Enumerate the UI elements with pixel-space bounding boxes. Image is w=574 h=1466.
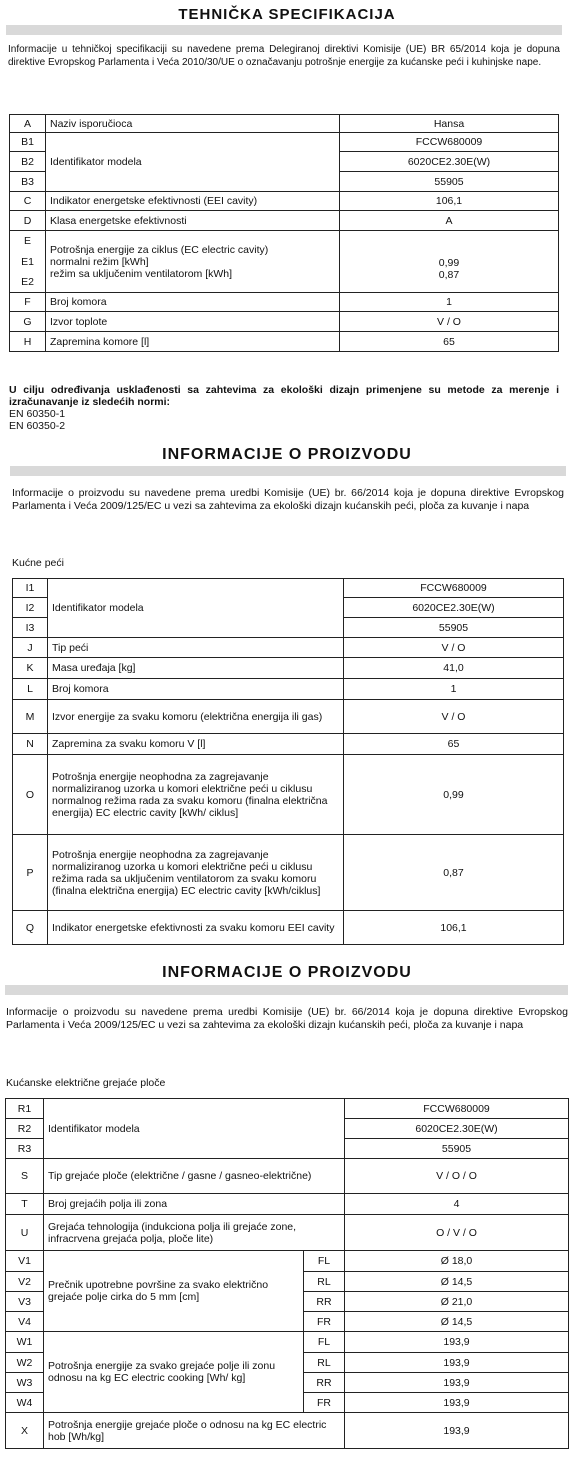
row-value: 6020CE2.30E(W): [344, 598, 564, 618]
row-code: W3: [6, 1373, 44, 1393]
row-value: 6020CE2.30E(W): [340, 152, 559, 172]
norms-text: U cilju određivanja usklađenosti sa zahtevima za ekološki dizajn primenjene su metode za merenje i izračunavanje iz sledećih normi:: [9, 384, 559, 408]
row-code: B2: [10, 152, 46, 172]
section2-title: INFORMACIJE O PROIZVODU: [162, 446, 412, 463]
row-code: R2: [6, 1119, 44, 1139]
row-label: Naziv isporučioca: [46, 115, 340, 133]
hobs-table: [5, 1098, 569, 1449]
row-value: 193,9: [345, 1353, 569, 1373]
row-label: Zapremina komore [l]: [46, 332, 340, 352]
row-label: Prečnik upotrebne površine za svako električno grejaće polje cirka do 5 mm [cm]: [44, 1251, 304, 1332]
row-value-line: 0,99: [438, 256, 460, 269]
zone-position: RL: [304, 1272, 345, 1292]
row-code: P: [13, 835, 48, 911]
row-code: I2: [13, 598, 48, 618]
row-code: O: [13, 755, 48, 835]
row-value: 55905: [345, 1139, 569, 1159]
row-value: [340, 231, 559, 293]
row-code: D: [10, 211, 46, 231]
row-value: 0,99: [344, 755, 564, 835]
row-code: V4: [6, 1312, 44, 1332]
row-code: I1: [13, 579, 48, 598]
row-value: Ø 18,0: [345, 1251, 569, 1272]
zone-position: FR: [304, 1312, 345, 1332]
row-label: Indikator energetske efektivnosti za svaku komoru EEI cavity: [48, 911, 344, 945]
row-value: 1: [344, 679, 564, 700]
row-value: FCCW680009: [344, 579, 564, 598]
row-code: W1: [6, 1332, 44, 1353]
row-value: Ø 21,0: [345, 1292, 569, 1312]
row-label: Potrošnja energije za svako grejaće polje ili zonu odnosu na kg EC electric cooking [Wh/ kg]: [44, 1332, 304, 1413]
row-value: 193,9: [345, 1332, 569, 1353]
row-code: F: [10, 293, 46, 312]
row-code: W4: [6, 1393, 44, 1413]
zone-position: RL: [304, 1353, 345, 1373]
row-value: 65: [344, 734, 564, 755]
row-value: 193,9: [345, 1393, 569, 1413]
row-code: J: [13, 638, 48, 658]
row-label: [46, 231, 340, 293]
row-code: L: [13, 679, 48, 700]
row-value: 1: [340, 293, 559, 312]
row-label: Potrošnja energije neophodna za zagrejavanje normaliziranog uzorka u komori električne peći u ciklusu režima rada sa uključenim ventilatorom za svaku komoru (finalna električna energija) EC electric cavity [kWh/ciklus]: [48, 835, 344, 911]
row-label: Potrošnja energije neophodna za zagrejavanje normaliziranog uzorka u komori električne peći u ciklusu normalnog režima rada za svaku komoru (finalna električna energija) EC electric cavity [kWh/ ciklus]: [48, 755, 344, 835]
row-label: Identifikator modela: [44, 1099, 345, 1159]
row-code: U: [6, 1215, 44, 1251]
section3-title: INFORMACIJE O PROIZVODU: [162, 964, 412, 981]
zone-position: RR: [304, 1373, 345, 1393]
row-label-line: režim sa uključenim ventilatorom [kWh]: [50, 267, 233, 280]
row-label: Masa uređaja [kg]: [48, 658, 344, 679]
row-code: R1: [6, 1099, 44, 1119]
row-code: M: [13, 700, 48, 734]
row-label: Izvor toplote: [46, 312, 340, 332]
norms-block: [9, 384, 559, 432]
ovens-table: [12, 578, 564, 945]
section2-divider: [10, 466, 566, 476]
row-value: 6020CE2.30E(W): [345, 1119, 569, 1139]
row-code: N: [13, 734, 48, 755]
zone-position: FL: [304, 1332, 345, 1353]
row-code: I3: [13, 618, 48, 638]
row-value: V / O: [344, 700, 564, 734]
zone-position: FR: [304, 1393, 345, 1413]
row-label: Broj grejaćih polja ili zona: [44, 1194, 345, 1215]
section1-divider: [6, 25, 562, 35]
row-code: H: [10, 332, 46, 352]
row-value: FCCW680009: [340, 133, 559, 152]
row-label: Identifikator modela: [46, 133, 340, 192]
row-value: 55905: [340, 172, 559, 192]
row-value: 65: [340, 332, 559, 352]
row-code: C: [10, 192, 46, 211]
row-label: Indikator energetske efektivnosti (EEI cavity): [46, 192, 340, 211]
row-label-line: normalni režim [kWh]: [50, 255, 149, 268]
row-code: V1: [6, 1251, 44, 1272]
zone-position: FL: [304, 1251, 345, 1272]
row-value: V / O / O: [345, 1159, 569, 1194]
row-label: Zapremina za svaku komoru V [l]: [48, 734, 344, 755]
row-label-line: Potrošnja energije za ciklus (EC electric cavity): [50, 243, 269, 256]
row-label: Grejaća tehnologija (indukciona polja ili grejaće zone, infracrvena grejaća polja, ploče lite): [44, 1215, 345, 1251]
row-code: E1: [21, 256, 34, 268]
section2-subtitle: Kućne peći: [12, 557, 64, 569]
row-value: 193,9: [345, 1413, 569, 1449]
row-label: Tip peći: [48, 638, 344, 658]
norm-item: EN 60350-2: [9, 420, 66, 432]
row-value: Hansa: [340, 115, 559, 133]
row-code: B1: [10, 133, 46, 152]
zone-position: RR: [304, 1292, 345, 1312]
section3-subtitle: Kućanske električne grejaće ploče: [6, 1077, 166, 1089]
row-code: E: [23, 235, 31, 247]
row-value: V / O: [344, 638, 564, 658]
row-value: A: [340, 211, 559, 231]
section1-intro: Informacije u tehničkoj specifikaciji su navedene prema Delegiranoj direktivi Komisije (UE) BR 65/2014 koja je dopuna direktive Evropskog Parlamenta i Veća 2010/30/UE o označavanju potrošnje energije za kućanske peći i kuhinjske nape.: [8, 44, 560, 68]
row-value: O / V / O: [345, 1215, 569, 1251]
section3-intro: Informacije o proizvodu su navedene prema uredbi Komisije (UE) br. 66/2014 koja je dopuna direktive Evropskog Parlamenta i Veća 2009/125/EC u vezi sa zahtevima za ekološki dizajn kućanskih peći, ploča za kuvanje i napa: [6, 1006, 568, 1031]
row-code-group: [10, 231, 46, 293]
row-value: V / O: [340, 312, 559, 332]
row-code: V2: [6, 1272, 44, 1292]
row-value: 4: [345, 1194, 569, 1215]
row-label: Tip grejaće ploče (električne / gasne / gasneo-električne): [44, 1159, 345, 1194]
row-code: A: [10, 115, 46, 133]
row-value: 0,87: [344, 835, 564, 911]
row-label: Broj komora: [48, 679, 344, 700]
row-value: 106,1: [344, 911, 564, 945]
row-value: 106,1: [340, 192, 559, 211]
row-value: FCCW680009: [345, 1099, 569, 1119]
row-value: 55905: [344, 618, 564, 638]
row-code: R3: [6, 1139, 44, 1159]
row-value: 193,9: [345, 1373, 569, 1393]
row-label: Izvor energije za svaku komoru (električna energija ili gas): [48, 700, 344, 734]
row-code: S: [6, 1159, 44, 1194]
row-value: Ø 14,5: [345, 1312, 569, 1332]
row-label: Broj komora: [46, 293, 340, 312]
row-code: W2: [6, 1353, 44, 1373]
row-code: T: [6, 1194, 44, 1215]
row-code: Q: [13, 911, 48, 945]
spec-table: [9, 114, 559, 352]
row-label: Identifikator modela: [48, 579, 344, 638]
row-code: V3: [6, 1292, 44, 1312]
section3-divider: [5, 985, 568, 995]
row-code: E2: [21, 276, 34, 288]
row-value: 41,0: [344, 658, 564, 679]
row-code: X: [6, 1413, 44, 1449]
row-code: K: [13, 658, 48, 679]
row-value: Ø 14,5: [345, 1272, 569, 1292]
section2-intro: Informacije o proizvodu su navedene prema uredbi Komisije (UE) br. 66/2014 koja je dopuna direktive Evropskog Parlamenta i Veća 2009/125/EC u vezi sa zahtevima za ekološki dizajn kućanskih peći, ploča za kuvanje i napa: [12, 487, 564, 512]
row-code: G: [10, 312, 46, 332]
row-code: B3: [10, 172, 46, 192]
row-label: Klasa energetske efektivnosti: [46, 211, 340, 231]
norm-item: EN 60350-1: [9, 408, 66, 420]
section1-title: TEHNIČKA SPECIFIKACIJA: [178, 6, 396, 23]
row-label: Potrošnja energije grejaće ploče o odnosu na kg EC electric hob [Wh/kg]: [44, 1413, 345, 1449]
row-value-line: 0,87: [438, 268, 460, 281]
